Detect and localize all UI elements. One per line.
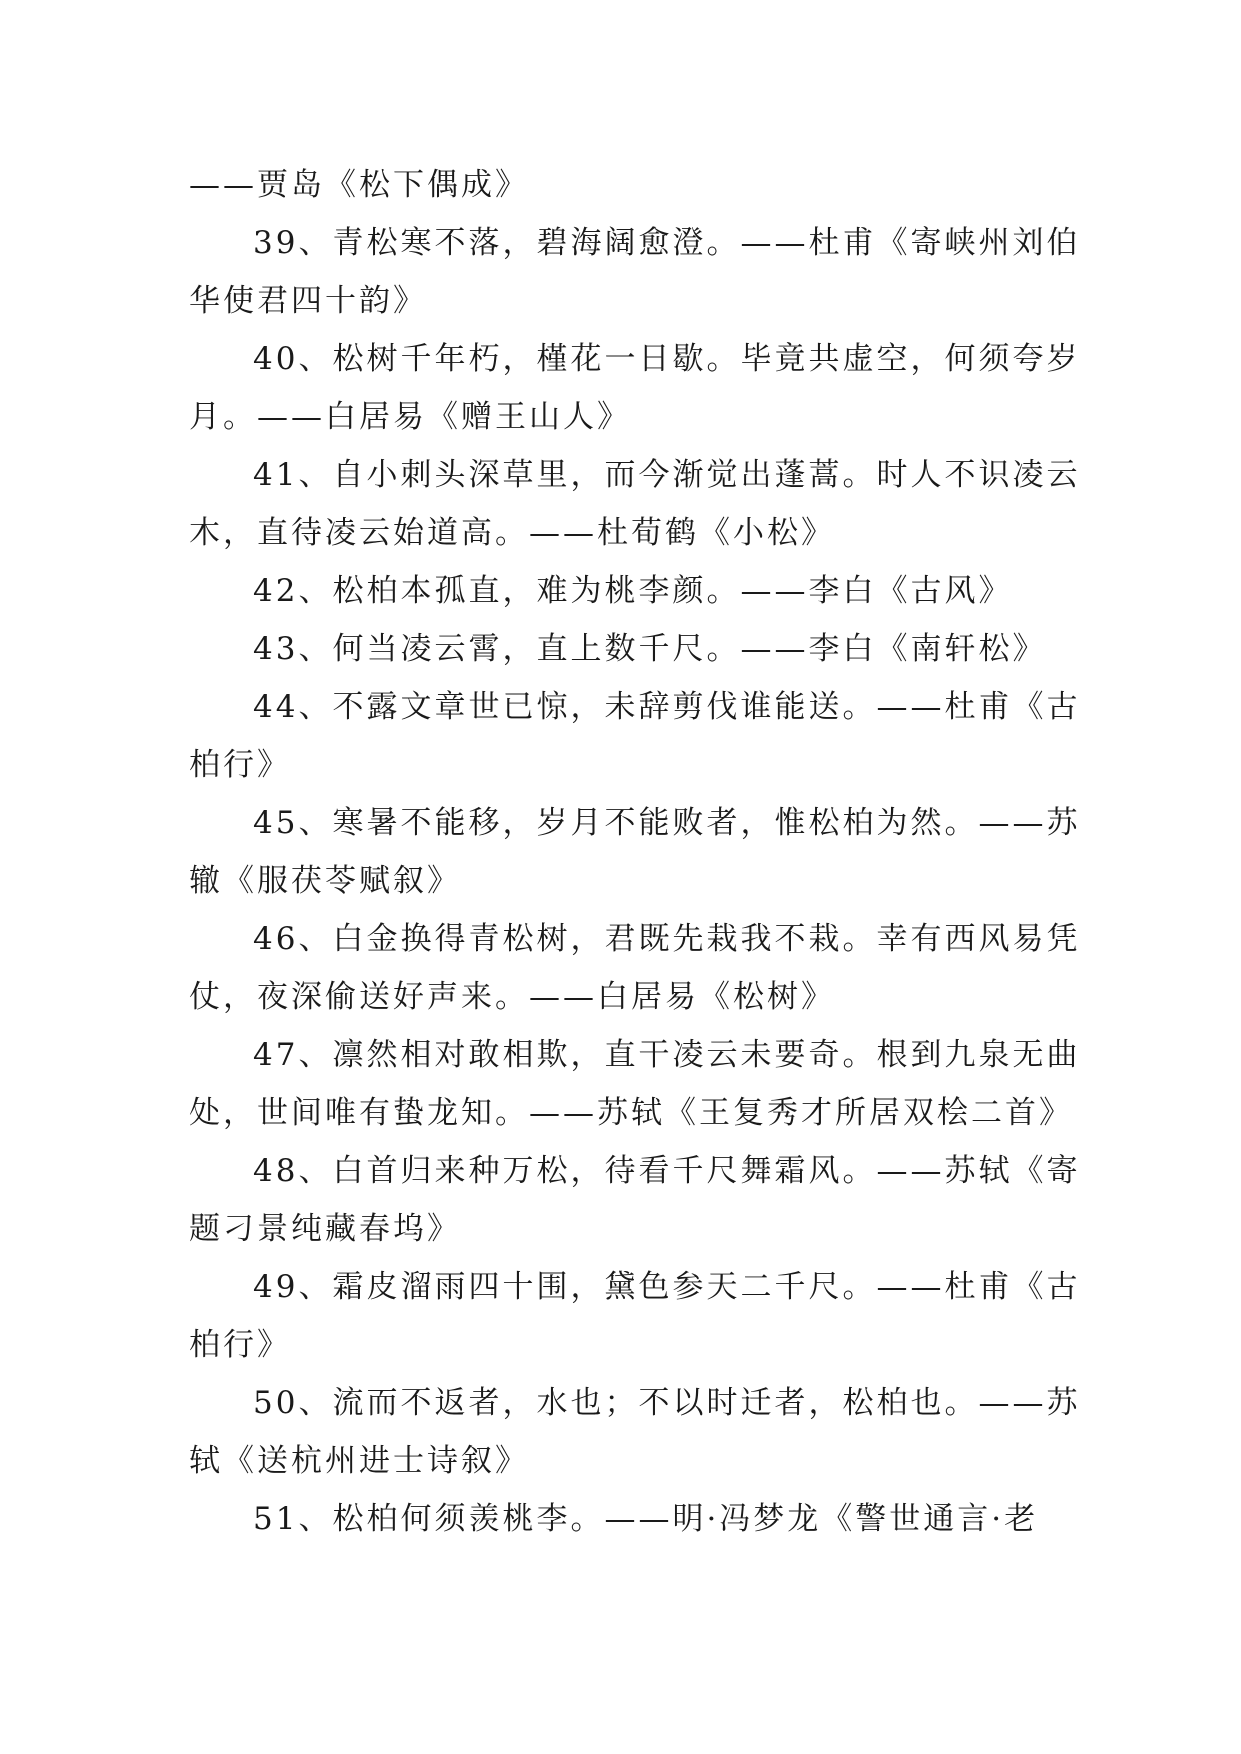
text-line: 辙《服茯苓赋叙》 <box>189 863 461 899</box>
text-line: 华使君四十韵》 <box>189 283 427 319</box>
text-line: 柏行》 <box>189 747 291 783</box>
text-line: 50、流而不返者，水也；不以时迁者，松柏也。——苏 <box>253 1385 1081 1421</box>
text-line: 42、松柏本孤直，难为桃李颜。——李白《古风》 <box>253 573 1013 609</box>
text-line: ——贾岛《松下偶成》 <box>189 167 529 203</box>
text-line: 轼《送杭州进士诗叙》 <box>189 1443 529 1479</box>
text-line: 48、白首归来种万松，待看千尺舞霜风。——苏轼《寄 <box>253 1153 1081 1189</box>
text-line: 41、自小刺头深草里，而今渐觉出蓬蒿。时人不识凌云 <box>253 457 1081 493</box>
text-line: 40、松树千年朽，槿花一日歇。毕竟共虚空，何须夸岁 <box>253 341 1081 377</box>
text-line: 49、霜皮溜雨四十围，黛色参天二千尺。——杜甫《古 <box>253 1269 1081 1305</box>
text-line: 木，直待凌云始道高。——杜荀鹤《小松》 <box>189 515 835 551</box>
text-line: 题刁景纯藏春坞》 <box>189 1211 461 1247</box>
text-line: 柏行》 <box>189 1327 291 1363</box>
text-line: 51、松柏何须羡桃李。——明·冯梦龙《警世通言·老 <box>253 1501 1039 1537</box>
text-line: 46、白金换得青松树，君既先栽我不栽。幸有西风易凭 <box>253 921 1081 957</box>
text-line: 处，世间唯有蛰龙知。——苏轼《王复秀才所居双桧二首》 <box>189 1095 1073 1131</box>
text-line: 44、不露文章世已惊，未辞剪伐谁能送。——杜甫《古 <box>253 689 1081 725</box>
text-line: 45、寒暑不能移，岁月不能败者，惟松柏为然。——苏 <box>253 805 1081 841</box>
text-line: 39、青松寒不落，碧海阔愈澄。——杜甫《寄峡州刘伯 <box>253 225 1081 261</box>
text-line: 43、何当凌云霄，直上数千尺。——李白《南轩松》 <box>253 631 1047 667</box>
text-line: 47、凛然相对敢相欺，直干凌云未要奇。根到九泉无曲 <box>253 1037 1081 1073</box>
text-line: 仗，夜深偷送好声来。——白居易《松树》 <box>189 979 835 1015</box>
document-body <box>189 156 1081 1548</box>
text-line: 月。——白居易《赠王山人》 <box>189 399 631 435</box>
